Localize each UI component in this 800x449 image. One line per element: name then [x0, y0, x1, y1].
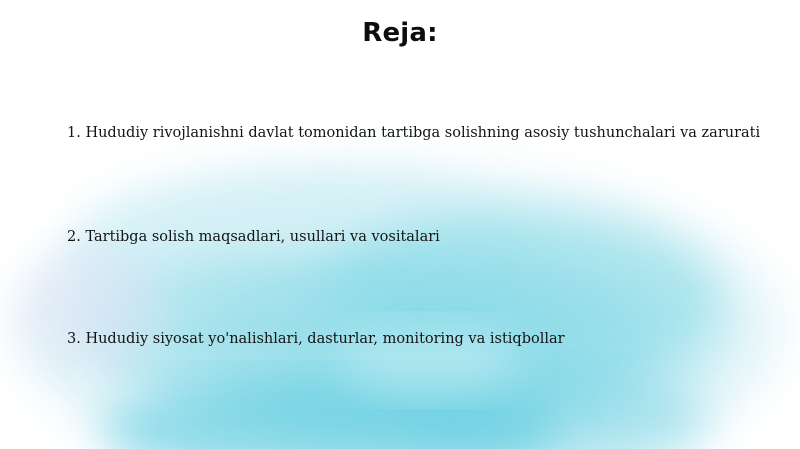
plan-item-2: 2. Tartibga solish maqsadlari, usullari va vositalari — [67, 229, 440, 245]
plan-item-1: 1. Hududiy rivojlanishni davlat tomonidan tartibga solishning asosiy tushunchalari va zarurati — [67, 125, 761, 141]
plan-item-3: 3. Hududiy siyosat yo'nalishlari, dasturlar, monitoring va istiqbollar — [67, 331, 565, 347]
slide-title: Reja: — [362, 18, 438, 48]
